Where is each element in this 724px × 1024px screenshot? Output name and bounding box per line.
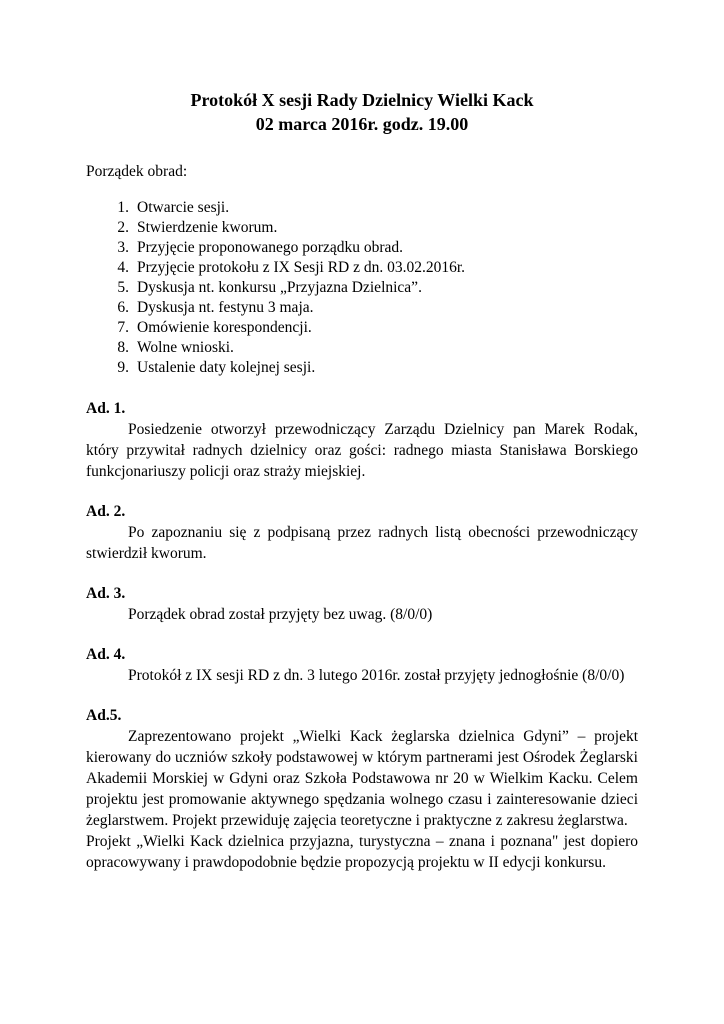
agenda-item-number: 6. xyxy=(117,299,129,316)
section-text: Protokół z IX sesji RD z dn. 3 lutego 2016r. został przyjęty jednogłośnie (8/0/0) xyxy=(128,667,625,684)
section-heading: Ad. 4. xyxy=(86,646,126,663)
agenda-item-text: Przyjęcie proponowanego porządku obrad. xyxy=(137,239,403,256)
agenda-item-number: 1. xyxy=(117,199,129,216)
agenda-item xyxy=(86,278,638,298)
agenda-item-text: Przyjęcie protokołu z IX Sesji RD z dn. 03.02.2016r. xyxy=(137,259,466,276)
section-text: Zaprezentowano projekt „Wielki Kack żeglarska dzielnica Gdyni” – projekt kierowany do uczniów szkoły podstawowej w którym partnerami jest Ośrodek Żeglarski Akademii Morskiej w Gdyni oraz Szkoła Podstawowa nr 20 w Wielkim Kacku. Celem projektu jest promowanie aktywnego spędzania wolnego czasu i zainteresowanie dzieci żeglarstwem. Projekt przewiduję zajęcia teoretyczne i praktyczne z zakresu żeglarstwa. xyxy=(86,728,638,829)
agenda-item-text: Stwierdzenie kworum. xyxy=(137,219,278,236)
agenda-item-number: 4. xyxy=(117,259,129,276)
agenda-item xyxy=(86,198,638,218)
agenda-item xyxy=(86,338,638,358)
agenda-item-text: Omówienie korespondencji. xyxy=(137,319,312,336)
agenda-item-text: Otwarcie sesji. xyxy=(137,199,230,216)
section-text: Porządek obrad został przyjęty bez uwag. (8/0/0) xyxy=(128,606,433,623)
agenda-item-number: 7. xyxy=(117,319,129,336)
agenda-item xyxy=(86,258,638,278)
agenda-item-number: 9. xyxy=(117,359,129,376)
agenda-item-text: Wolne wnioski. xyxy=(137,339,234,356)
agenda-list xyxy=(86,198,638,378)
title-line-1: Protokół X sesji Rady Dzielnicy Wielki Kack xyxy=(190,90,534,110)
agenda-item xyxy=(86,238,638,258)
agenda-item xyxy=(86,218,638,238)
section-ad-2 xyxy=(86,501,638,564)
agenda-item-number: 2. xyxy=(117,219,129,236)
agenda-item xyxy=(86,298,638,318)
section-heading: Ad. 1. xyxy=(86,400,126,417)
agenda-item-number: 8. xyxy=(117,339,129,356)
agenda-item-text: Dyskusja nt. festynu 3 maja. xyxy=(137,299,314,316)
section-ad-1 xyxy=(86,398,638,482)
agenda-item-text: Dyskusja nt. konkursu „Przyjazna Dzielnica”. xyxy=(137,279,422,296)
section-ad-5 xyxy=(86,705,638,873)
title-line-2: 02 marca 2016r. godz. 19.00 xyxy=(255,114,469,134)
section-heading: Ad.5. xyxy=(86,707,122,724)
section-ad-3 xyxy=(86,583,638,625)
section-ad-4 xyxy=(86,644,638,686)
section-text: Projekt „Wielki Kack dzielnica przyjazna, turystyczna – znana i poznana" jest dopiero opracowywany i prawdopodobnie będzie propozycją projektu w II edycji konkursu. xyxy=(86,833,638,871)
section-heading: Ad. 3. xyxy=(86,585,126,602)
section-heading: Ad. 2. xyxy=(86,503,126,520)
agenda-item-number: 5. xyxy=(117,279,129,296)
agenda-item xyxy=(86,318,638,338)
section-text: Po zapoznaniu się z podpisaną przez radnych listą obecności przewodniczący stwierdził kworum. xyxy=(86,524,638,562)
document-title xyxy=(86,0,638,136)
agenda-item-text: Ustalenie daty kolejnej sesji. xyxy=(137,359,316,376)
agenda-title: Porządek obrad: xyxy=(86,163,188,180)
section-text: Posiedzenie otworzył przewodniczący Zarządu Dzielnicy pan Marek Rodak, który przywitał radnych dzielnicy oraz gości: radnego miasta Stanisława Borskiego funkcjonariuszy policji oraz straży miejskiej. xyxy=(86,421,638,480)
agenda-item-number: 3. xyxy=(117,239,129,256)
agenda-item xyxy=(86,358,638,378)
